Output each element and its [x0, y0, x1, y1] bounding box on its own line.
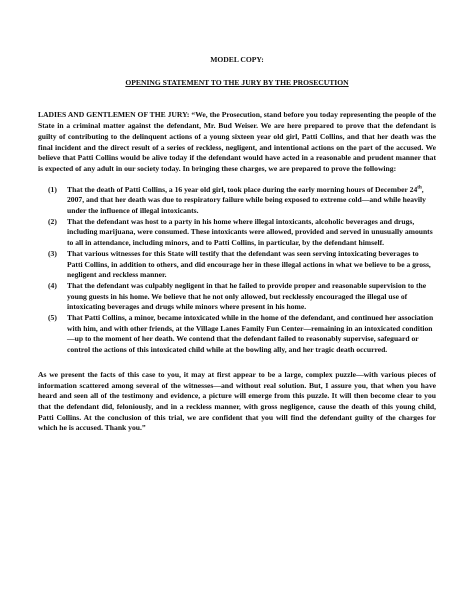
point-text-part: That the death of Patti Collins, a 16 year old girl, took place during the early morning hours of December 24 — [67, 184, 418, 194]
point-text: That various witnesses for this State will testify that the defendant was seen serving intoxicating beverages to Patti Collins, in addition to others, and did encourage her in these illegal actions in what we believe to be a gross, negligent and reckless manner. — [67, 248, 431, 280]
point-number: (2) — [48, 216, 57, 226]
closing-paragraph: As we present the facts of this case to you, it may at first appear to be a large, complex puzzle—with various pieces of information scattered among several of the witnesses—and without real solution. But, I assure you, that when you have heard and seen all of the testimony and evidence, a picture will emerge from this puzzle. It will then become clear to you that the defendant did, feloniously, and in a reckless manner, with gross negligence, cause the death of this young child, Patti Collins. At the conclusion of this trial, we are confident that you will find the defendant guilty of the charges for which he is accused. Thank you.” — [38, 369, 436, 433]
point-number: (5) — [48, 313, 57, 323]
ordinal-suffix: th — [417, 185, 422, 191]
list-item — [38, 185, 436, 217]
opening-paragraph: LADIES AND GENTLEMEN OF THE JURY: “We, the Prosecution, stand before you today representing the people of the State in a criminal matter against the defendant, Mr. Bud Weiser. We are here prepared to prove that the defendant is guilty of contributing to the delinquent actions of a young sixteen year old girl, Patti Collins, and that her death was the final incident and the direct result of a series of reckless, negligent, and intentional actions on the part of the accused. We believe that Patti Collins would be alive today if the defendant would have acted in a reasonable and prudent manner that is expected of any adult in our society today. In bringing these charges, we are prepared to prove the following: — [38, 110, 436, 173]
list-item — [38, 217, 436, 249]
list-item — [38, 281, 436, 313]
list-item — [38, 249, 436, 281]
point-text: That Patti Collins, a minor, became intoxicated while in the home of the defendant, and continued her association with him, and with other friends, at the Village Lanes Family Fun Center—remaining in an intoxicated condition—up to the moment of her death. We contend that the defendant failed to reasonably supervise, safeguard or control the actions of this intoxicated child while at the bowling ally, and her tragic death occurred. — [67, 313, 434, 355]
point-number: (4) — [48, 280, 57, 290]
point-number: (1) — [48, 184, 57, 194]
points-list — [38, 185, 436, 356]
point-text — [67, 185, 436, 217]
list-item — [38, 313, 436, 356]
point-text: That the defendant was host to a party in his home where illegal intoxicants, alcoholic beverages and drugs, including marijuana, were consumed. These intoxicants were allowed, provided and served in unusually amounts to all in attendance, including minors, and to Patti Collins, in particular, by the defendant himself. — [67, 216, 433, 248]
document-heading: OPENING STATEMENT TO THE JURY BY THE PROSECUTION — [125, 77, 349, 87]
point-text: That the defendant was culpably negligent in that he failed to provide proper and reasonable supervision to the young guests in his home. We believe that he not only allowed, but recklessly encouraged the illegal use of intoxicating beverages and drugs while minors where present in his home. — [67, 280, 427, 312]
point-number: (3) — [48, 248, 57, 258]
document-title: MODEL COPY: — [210, 55, 264, 64]
point-text-part: , 2007, and that her death was due to respiratory failure while being exposed to extreme cold—and while heavily under the influence of illegal intoxicants. — [67, 184, 426, 216]
